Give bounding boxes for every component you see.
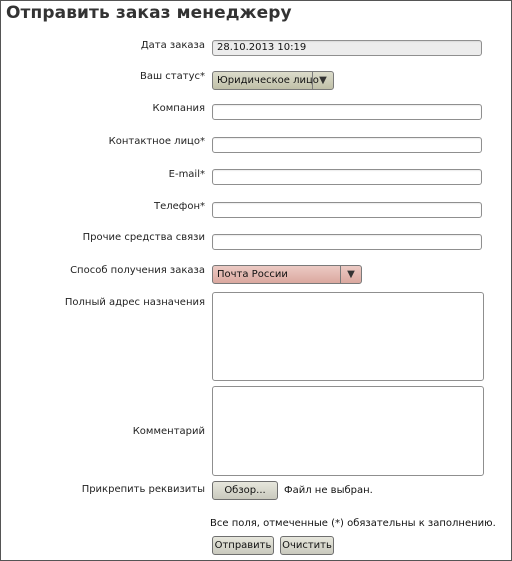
attach-label: Прикрепить реквизиты <box>81 484 205 495</box>
delivery-label: Способ получения заказа <box>70 265 205 276</box>
file-status-text: Файл не выбран. <box>284 485 373 496</box>
other-contacts-label: Прочие средства связи <box>82 232 205 243</box>
company-field[interactable] <box>212 104 482 120</box>
email-field[interactable] <box>212 169 482 185</box>
company-label: Компания <box>152 103 205 114</box>
status-select[interactable] <box>212 71 334 90</box>
status-select-value: Юридическое лицо <box>217 75 319 86</box>
delivery-select-value: Почта России <box>217 269 288 280</box>
contact-field[interactable] <box>212 137 482 153</box>
status-label: Ваш статус* <box>139 71 205 82</box>
order-date-label: Дата заказа <box>140 40 205 51</box>
chevron-down-icon: ▼ <box>340 266 361 283</box>
contact-label: Контактное лицо* <box>108 136 205 147</box>
phone-label: Телефон* <box>153 201 205 212</box>
clear-button[interactable]: Очистить <box>280 536 334 555</box>
order-date-value: 28.10.2013 10:19 <box>217 42 307 53</box>
browse-button[interactable]: Обзор... <box>212 481 278 500</box>
chevron-down-icon: ▼ <box>312 72 333 89</box>
other-contacts-field[interactable] <box>212 234 482 250</box>
email-label: E-mail* <box>168 169 205 180</box>
order-date-field[interactable] <box>212 40 482 56</box>
comment-label: Комментарий <box>132 426 205 437</box>
address-label: Полный адрес назначения <box>64 297 205 308</box>
address-textarea[interactable] <box>212 292 484 381</box>
required-fields-note: Все поля, отмеченные (*) обязательны к заполнению. <box>210 518 496 529</box>
delivery-select[interactable] <box>212 265 362 284</box>
submit-button[interactable]: Отправить <box>212 536 274 555</box>
page-title: Отправить заказ менеджеру <box>6 3 292 23</box>
comment-textarea[interactable] <box>212 386 484 476</box>
phone-field[interactable] <box>212 202 482 218</box>
